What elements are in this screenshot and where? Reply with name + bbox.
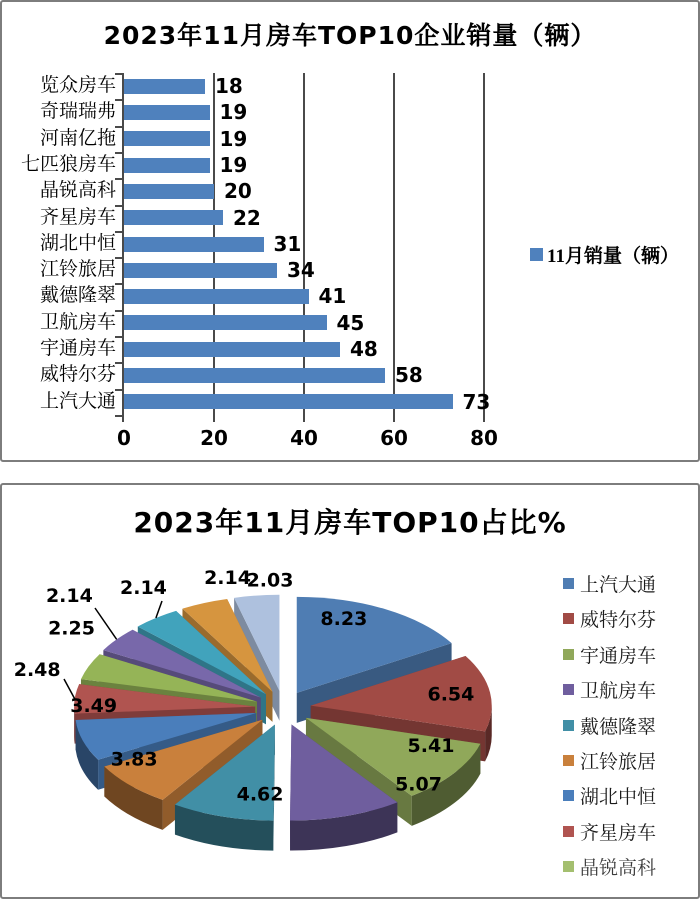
pie-data-label: 2.48 <box>13 659 61 682</box>
legend-label: 江铃旅居 <box>580 751 657 773</box>
bar-chart-title: 2023年11月房车TOP10企业销量（辆） <box>103 21 597 50</box>
category-label: 奇瑞瑞弗 <box>39 101 116 123</box>
category-tick <box>115 336 123 338</box>
bar-value-label: 19 <box>219 100 248 125</box>
x-axis-tick-label: 20 <box>200 426 228 450</box>
pie-data-label: 6.54 <box>427 683 475 706</box>
bar <box>124 237 264 252</box>
pie-data-label: 2.03 <box>246 569 294 592</box>
pie-data-label: 2.14 <box>45 584 93 607</box>
bar-value-label: 58 <box>395 363 423 388</box>
bar <box>124 210 223 225</box>
bar <box>124 394 453 409</box>
bar <box>124 315 327 330</box>
category-tick <box>115 73 123 75</box>
legend-swatch-icon <box>563 861 574 872</box>
bar-x-axis-labels <box>117 426 504 454</box>
pie-data-label: 8.23 <box>320 608 368 631</box>
bar-value-label: 19 <box>219 152 248 177</box>
pie-legend-item <box>563 713 656 737</box>
legend-label: 晶锐高科 <box>580 857 657 879</box>
legend-swatch-icon <box>530 248 543 261</box>
bar-plot-area <box>124 73 491 415</box>
pie-data-label: 4.62 <box>236 783 284 806</box>
category-label: 览众房车 <box>39 75 116 96</box>
bar-value-label: 31 <box>273 231 302 256</box>
legend-label: 齐星房车 <box>580 822 657 844</box>
category-label: 晶锐高科 <box>39 180 116 202</box>
pie-legend-item <box>563 783 656 807</box>
category-label: 湖北中恒 <box>39 232 116 254</box>
pie-legend-item <box>563 571 656 595</box>
bar <box>124 158 210 173</box>
bar-value-label: 22 <box>233 205 261 230</box>
x-axis-tick-label: 60 <box>380 426 408 450</box>
pie-legend-item <box>563 854 656 878</box>
category-tick <box>115 231 123 233</box>
bar-value-label: 19 <box>219 126 248 151</box>
legend-swatch-icon <box>563 790 574 801</box>
pie-chart-title: 2023年11月房车TOP10占比% <box>133 506 567 539</box>
legend-label: 11月销量（辆） <box>547 246 679 267</box>
pie-data-label: 2.14 <box>120 576 167 599</box>
gridline <box>483 73 485 422</box>
category-label: 威特尔芬 <box>39 364 116 386</box>
bar-value-label: 34 <box>287 258 315 283</box>
category-tick <box>115 152 123 154</box>
category-tick <box>115 178 123 180</box>
category-tick <box>115 99 123 101</box>
category-tick <box>115 362 123 364</box>
pie-data-label: 2.25 <box>48 617 95 640</box>
x-axis-tick-label: 80 <box>470 426 498 450</box>
category-label: 七匹狼房车 <box>20 153 116 175</box>
category-label: 江铃旅居 <box>39 259 116 281</box>
category-label: 戴德隆翠 <box>39 285 116 307</box>
category-label: 上汽大通 <box>39 390 116 412</box>
category-tick <box>115 283 123 285</box>
bar-value-label: 20 <box>224 179 252 204</box>
label-leader-line <box>156 601 162 618</box>
bar-value-label: 48 <box>350 337 378 362</box>
bar-value-label: 18 <box>215 74 243 98</box>
pie-data-label: 3.49 <box>70 695 118 718</box>
bar <box>124 342 340 357</box>
bar-value-label: 45 <box>336 310 365 335</box>
category-tick <box>115 310 123 312</box>
legend-swatch-icon <box>563 578 574 589</box>
category-tick <box>115 126 123 128</box>
label-leader-line <box>95 608 117 639</box>
legend-label: 卫航房车 <box>580 680 657 702</box>
category-tick <box>115 389 123 391</box>
category-tick <box>115 415 123 417</box>
legend-label: 威特尔芬 <box>580 609 657 631</box>
category-tick <box>115 205 123 207</box>
category-label: 河南亿拖 <box>39 127 116 149</box>
category-label: 卫航房车 <box>39 311 116 333</box>
bar <box>124 131 210 146</box>
legend-swatch-icon <box>563 649 574 660</box>
legend-swatch-icon <box>563 755 574 766</box>
category-label: 齐星房车 <box>39 206 116 228</box>
pie-chart-box <box>0 483 700 899</box>
category-label: 宇通房车 <box>39 338 116 360</box>
category-tick <box>115 257 123 259</box>
legend-swatch-icon <box>563 826 574 837</box>
bar-value-label: 41 <box>318 284 347 309</box>
pie-legend-item <box>563 606 656 630</box>
pie-legend-item <box>563 748 656 772</box>
pie-data-label: 3.83 <box>110 748 158 771</box>
bar-legend <box>530 241 679 268</box>
bar <box>124 79 205 94</box>
pie-data-label: 2.14 <box>204 567 251 590</box>
x-axis-tick-label: 0 <box>117 426 131 450</box>
pie-data-label: 5.07 <box>395 773 442 796</box>
pie-legend-item <box>563 677 656 701</box>
pie-legend-item <box>563 642 656 666</box>
legend-label: 上汽大通 <box>580 574 657 596</box>
bar-category-axis <box>2 73 116 415</box>
legend-swatch-icon <box>563 613 574 624</box>
bar-value-label: 73 <box>462 389 491 414</box>
legend-swatch-icon <box>563 720 574 731</box>
legend-label: 宇通房车 <box>580 645 657 667</box>
legend-swatch-icon <box>563 684 574 695</box>
legend-label: 湖北中恒 <box>580 786 657 808</box>
pie-data-label: 5.41 <box>407 734 455 757</box>
bar <box>124 289 309 304</box>
bar <box>124 368 385 383</box>
x-axis-tick-label: 40 <box>290 426 318 450</box>
pie-legend-item <box>563 819 656 843</box>
legend-label: 戴德隆翠 <box>580 716 657 738</box>
bar <box>124 263 277 278</box>
bar <box>124 184 214 199</box>
bar <box>124 105 210 120</box>
